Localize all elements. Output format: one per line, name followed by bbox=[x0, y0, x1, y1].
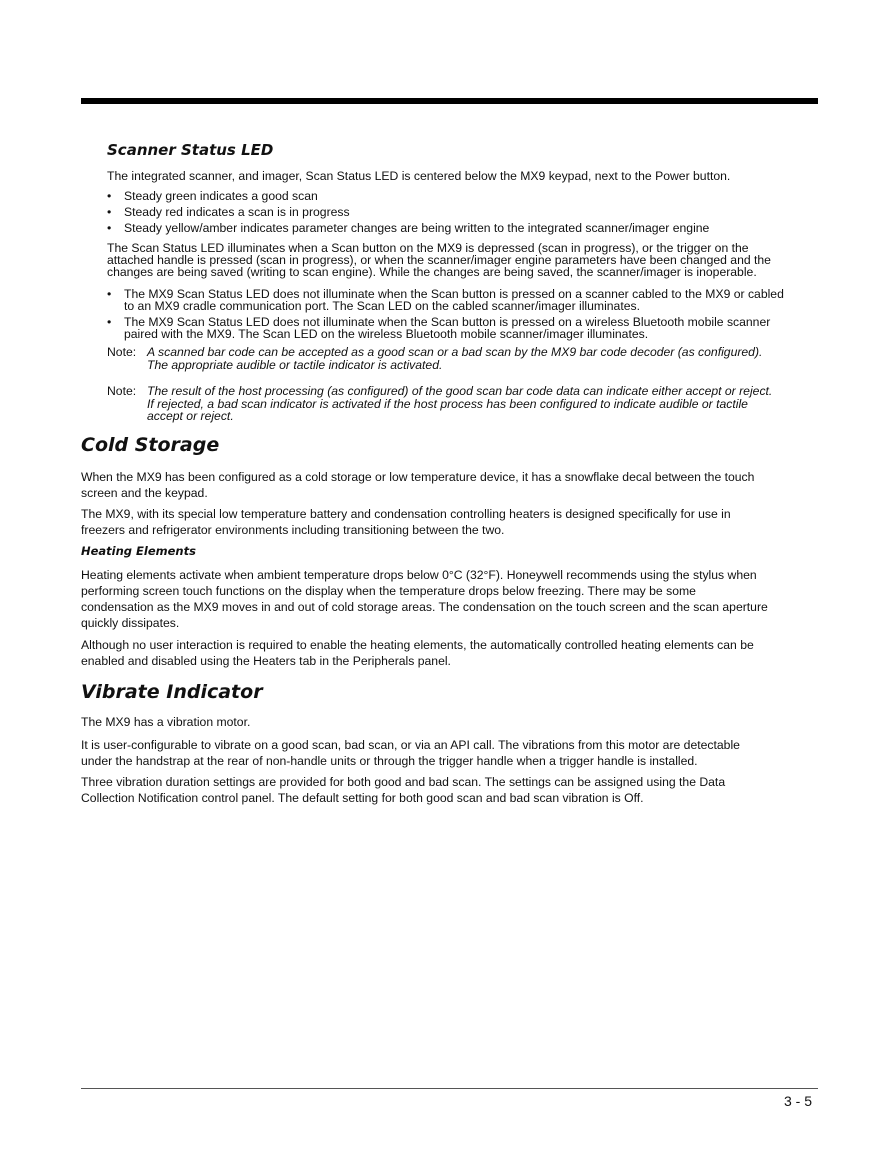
cold-storage-para-2 bbox=[81, 506, 731, 538]
list-item bbox=[107, 316, 784, 340]
text-line: attached handle is pressed (scan in progress), or when the scanner/imager engine parameters have been changed and the bbox=[107, 253, 771, 267]
note-text bbox=[147, 346, 762, 371]
text-line: Collection Notification control panel. The default setting for both good scan and bad scan vibration is Off. bbox=[81, 791, 644, 805]
note-text bbox=[147, 385, 772, 423]
text-line: • The MX9 Scan Status LED does not illuminate when the Scan button is pressed on a scanner cabled to the MX9 or cabled bbox=[124, 287, 784, 301]
text-line: paired with the MX9. The Scan LED on the wireless Bluetooth mobile scanner/imager illuminates. bbox=[124, 327, 649, 341]
text-line: quickly dissipates. bbox=[81, 616, 180, 630]
heating-elements-para bbox=[81, 567, 768, 631]
text-line: Three vibration duration settings are provided for both good and bad scan. The settings can be assigned using the Data bbox=[81, 775, 726, 789]
text-line: freezers and refrigerator environments including transitioning between the two. bbox=[81, 523, 505, 537]
list-item: • Steady red indicates a scan is in progress bbox=[107, 204, 709, 220]
heaters-tab-para bbox=[81, 637, 754, 669]
text-line: Although no user interaction is required to enable the heating elements, the automatically controlled heating elements can be bbox=[81, 638, 754, 652]
page-number: 3 - 5 bbox=[783, 1093, 812, 1109]
text-line: When the MX9 has been configured as a cold storage or low temperature device, it has a snowflake decal between the touch bbox=[81, 470, 755, 484]
list-item: • Steady yellow/amber indicates parameter changes are being written to the integrated scanner/imager engine bbox=[107, 220, 709, 236]
list-item bbox=[107, 288, 784, 312]
text-line: changes are being saved (writing to scan engine). While the changes are being saved, the scanner/imager is inoperable. bbox=[107, 265, 757, 279]
text-line: The MX9, with its special low temperature battery and condensation controlling heaters is designed specifically for use in bbox=[81, 507, 731, 521]
subheading-heating-elements: Heating Elements bbox=[81, 544, 196, 558]
list-item: • Steady green indicates a good scan bbox=[107, 188, 709, 204]
vibrate-para-2 bbox=[81, 737, 740, 769]
text-line: condensation as the MX9 moves in and out of cold storage areas. The condensation on the touch screen and the scan aperture bbox=[81, 600, 768, 614]
text-line: enabled and disabled using the Heaters tab in the Peripherals panel. bbox=[81, 654, 451, 668]
text-line: screen and the keypad. bbox=[81, 486, 208, 500]
section-heading-scanner-status: Scanner Status LED bbox=[107, 141, 274, 159]
section-heading-cold-storage: Cold Storage bbox=[81, 434, 220, 456]
text-line: Heating elements activate when ambient temperature drops below 0°C (32°F). Honeywell recommends using the stylus when bbox=[81, 568, 757, 582]
note-label: Note: bbox=[107, 384, 137, 398]
scanner-status-paragraph bbox=[107, 242, 771, 278]
section-heading-vibrate-indicator: Vibrate Indicator bbox=[81, 681, 263, 703]
text-line: to an MX9 cradle communication port. The Scan LED on the cabled scanner/imager illuminates. bbox=[124, 299, 640, 313]
note-label: Note: bbox=[107, 345, 137, 359]
text-line: performing screen touch functions on the display when the temperature drops below freezing. There may be some bbox=[81, 584, 696, 598]
text-line: • The MX9 Scan Status LED does not illuminate when the Scan button is pressed on a wireless Bluetooth mobile scanner bbox=[124, 315, 771, 329]
footer-rule bbox=[81, 1088, 818, 1089]
text-line: under the handstrap at the rear of non-handle units or through the trigger handle when a trigger handle is installed. bbox=[81, 754, 698, 768]
vibrate-para-1: The MX9 has a vibration motor. bbox=[81, 715, 251, 729]
vibrate-para-3 bbox=[81, 774, 725, 806]
text-line: accept or reject. bbox=[147, 409, 234, 423]
text-line: If rejected, a bad scan indicator is activated if the host process has been configured to indicate audible or tactile bbox=[147, 396, 748, 411]
cold-storage-para-1 bbox=[81, 469, 754, 501]
scanner-status-exceptions-list bbox=[107, 288, 784, 344]
header-rule bbox=[81, 98, 818, 104]
text-line: It is user-configurable to vibrate on a good scan, bad scan, or via an API call. The vibrations from this motor are detectable bbox=[81, 738, 740, 752]
text-line: The result of the host processing (as configured) of the good scan bar code data can indicate either accept or reject. bbox=[147, 384, 773, 398]
text-line: The appropriate audible or tactile indicator is activated. bbox=[147, 357, 443, 372]
text-line: A scanned bar code can be accepted as a good scan or a bad scan by the MX9 bar code decoder (as configured). bbox=[147, 345, 763, 359]
scanner-status-intro: The integrated scanner, and imager, Scan Status LED is centered below the MX9 keypad, next to the Power button. bbox=[107, 169, 731, 183]
scanner-status-led-list bbox=[107, 188, 709, 236]
text-line: The Scan Status LED illuminates when a Scan button on the MX9 is depressed (scan in progress), or the trigger on the bbox=[107, 241, 749, 255]
